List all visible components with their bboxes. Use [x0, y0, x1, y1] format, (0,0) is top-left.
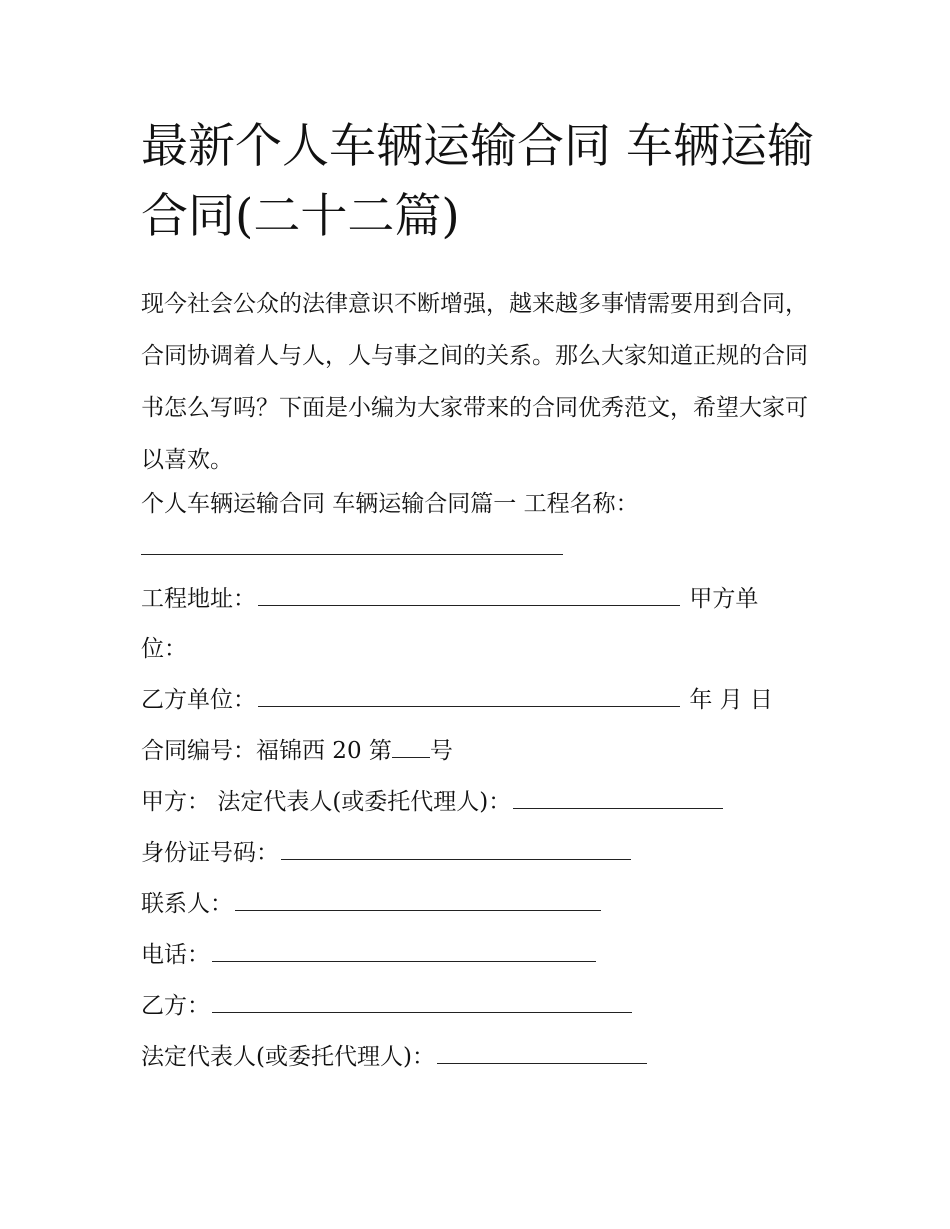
section-heading-text: 个人车辆运输合同 车辆运输合同篇一 工程名称：	[141, 491, 639, 517]
date-label: 年 月 日	[689, 687, 773, 713]
section-heading	[141, 489, 639, 519]
contract-number-label: 合同编号：福锦西 20 第	[141, 738, 392, 764]
contract-number-blank	[392, 735, 430, 758]
party-b-unit-label: 乙方单位：	[141, 687, 256, 713]
id-number-line	[141, 837, 633, 868]
project-address-blank	[258, 583, 680, 606]
intro-paragraph: 现今社会公众的法律意识不断增强，越来越多事情需要用到合同，合同协调着人与人，人与事之间的关系。那么大家知道正规的合同书怎么写吗？下面是小编为大家带来的合同优秀范文，希望大家可以喜欢。	[141, 291, 808, 473]
legal-rep-label: 法定代表人(或委托代理人)：	[217, 789, 512, 815]
project-address-label: 工程地址：	[141, 586, 256, 612]
contact-label: 联系人：	[141, 891, 233, 917]
party-b-legal-rep-line	[141, 1041, 649, 1072]
phone-blank	[212, 939, 596, 962]
project-name-blank-line	[141, 532, 565, 563]
legal-rep-blank	[513, 786, 723, 809]
document-title: 最新个人车辆运输合同 车辆运输合同(二十二篇)	[141, 119, 814, 244]
legal-rep-b-blank	[437, 1041, 647, 1064]
id-number-label: 身份证号码：	[141, 840, 279, 866]
contract-number-suffix: 号	[429, 738, 453, 764]
contact-line	[141, 888, 603, 919]
party-b-line	[141, 990, 634, 1021]
party-a-unit-label-cont: 位：	[141, 636, 187, 662]
contact-blank	[235, 888, 601, 911]
party-b-label: 乙方：	[141, 993, 210, 1019]
project-address-line	[141, 583, 758, 614]
contract-number-line	[141, 735, 453, 766]
party-b-unit-line	[141, 684, 773, 715]
party-b-unit-blank	[258, 684, 680, 707]
id-number-blank	[281, 837, 631, 860]
party-a-line	[141, 786, 725, 817]
party-b-blank	[212, 990, 632, 1013]
phone-label: 电话：	[141, 942, 210, 968]
party-a-unit-cont-line	[141, 634, 187, 664]
legal-rep-label-b: 法定代表人(或委托代理人)：	[141, 1044, 435, 1070]
party-a-unit-label: 甲方单	[689, 586, 759, 612]
project-name-blank	[141, 532, 563, 555]
phone-line	[141, 939, 598, 970]
party-a-label: 甲方：	[141, 789, 210, 815]
